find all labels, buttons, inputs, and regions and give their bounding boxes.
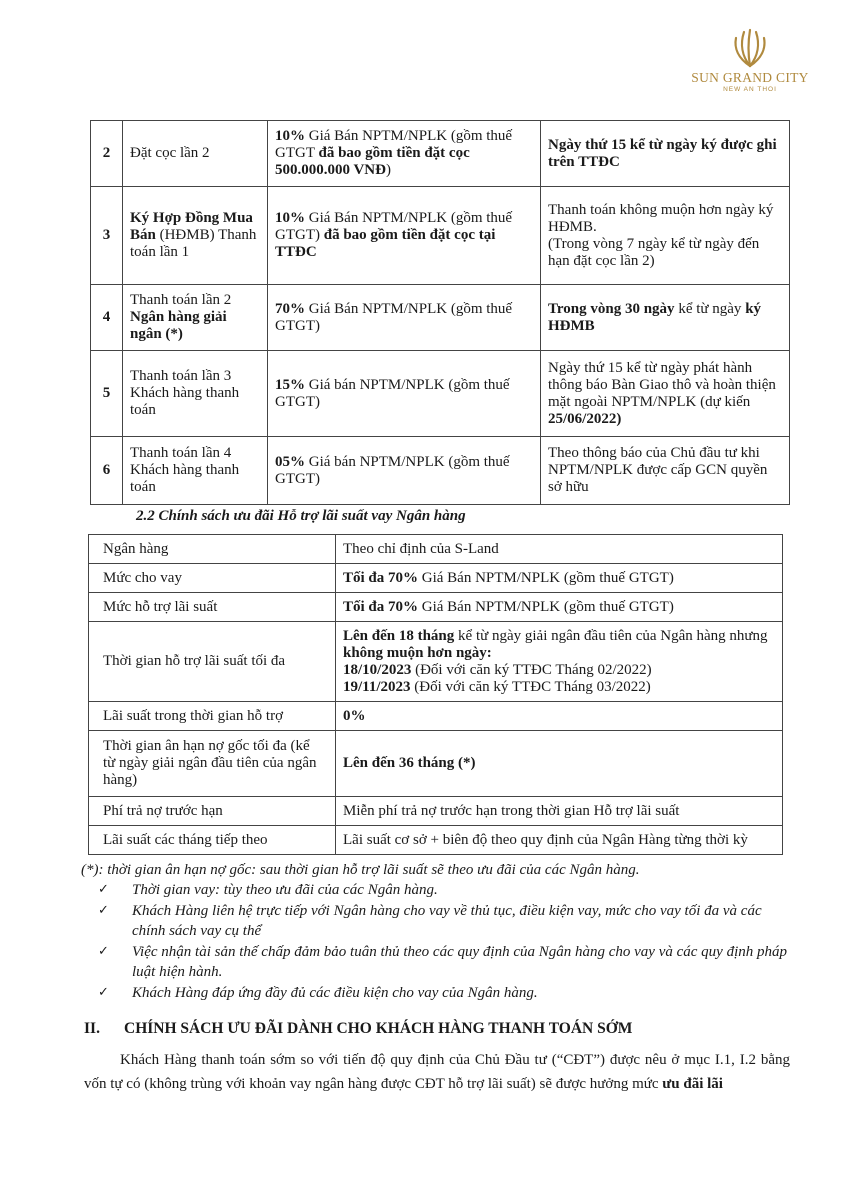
step-cell xyxy=(123,437,268,505)
bold-text: 19/11/2023 xyxy=(343,678,411,695)
text-run: Giá bán NPTM/NPLK (gồm thuế GTGT) xyxy=(275,453,510,487)
bold-text: 10% xyxy=(275,210,305,226)
step-cell xyxy=(123,121,268,187)
payment-schedule-table xyxy=(90,120,790,505)
row-number: 5 xyxy=(91,351,123,437)
text-run: Thanh toán không muộn hơn ngày ký HĐMB. xyxy=(548,201,774,235)
policy-label: Mức hỗ trợ lãi suất xyxy=(89,593,336,622)
table-row xyxy=(89,535,783,564)
text-run: Ngày thứ 15 kể từ ngày phát hành thông báo Bàn Giao thô và hoàn thiện mặt ngoài NPTM/NPLK (dự kiến xyxy=(548,359,776,410)
text-run: Khách Hàng thanh toán sớm so với tiến độ quy định của Chủ Đầu tư (“CĐT”) được nêu ở mục I.1, I.2 bằng vốn tự có (không trùng với khoản vay ngân hàng được CĐT hỗ trợ lãi suất) sẽ được hưởng mức xyxy=(84,1052,790,1092)
table-row xyxy=(89,797,783,826)
section-number: II. xyxy=(84,1020,100,1037)
policy-label: Phí trả nợ trước hạn xyxy=(89,797,336,826)
list-item xyxy=(98,942,798,982)
bold-text: Ngày thứ 15 kể từ ngày ký được ghi trên TTĐC xyxy=(548,136,777,170)
text-run: Giá Bán NPTM/NPLK (gồm thuế GTGT) xyxy=(418,569,674,586)
policy-value xyxy=(336,535,783,564)
section-2-heading xyxy=(84,1020,632,1038)
list-item xyxy=(98,983,798,1003)
table-row xyxy=(91,437,790,505)
bold-text: 0% xyxy=(343,707,366,724)
table-row xyxy=(89,731,783,797)
check-icon: ✓ xyxy=(98,882,109,897)
list-item-text: Khách Hàng liên hệ trực tiếp với Ngân hàng cho vay về thủ tục, điều kiện vay, mức cho vay tối đa và các chính sách vay cụ thể xyxy=(132,903,762,939)
due-date-cell xyxy=(541,351,790,437)
amount-cell xyxy=(268,187,541,285)
text-run: Thanh toán lần 2 xyxy=(130,292,232,308)
bold-text: 18/10/2023 xyxy=(343,661,412,678)
row-number: 6 xyxy=(91,437,123,505)
amount-cell xyxy=(268,437,541,505)
bold-text: ưu đãi lãi xyxy=(662,1076,723,1092)
check-icon: ✓ xyxy=(98,903,109,918)
text-run: Theo thông báo của Chủ đầu tư khi NPTM/NPLK được cấp GCN quyền sở hữu xyxy=(548,445,768,495)
due-date-cell xyxy=(541,285,790,351)
bold-text: 70% xyxy=(275,300,305,317)
text-run: Theo chỉ định của S-Land xyxy=(343,540,499,557)
loan-support-table xyxy=(88,534,783,855)
list-item-text: Khách Hàng đáp ứng đầy đủ các điều kiện cho vay của Ngân hàng. xyxy=(132,985,538,1001)
table-row xyxy=(89,593,783,622)
policy-label: Mức cho vay xyxy=(89,564,336,593)
policy-value xyxy=(336,622,783,702)
policy-label: Thời gian ân hạn nợ gốc tối đa (kể từ ngày giải ngân đầu tiên của ngân hàng) xyxy=(89,731,336,797)
bold-text: đã bao gồm tiền đặt cọc tại TTĐC xyxy=(275,227,496,260)
section-2-2-title: 2.2 Chính sách ưu đãi Hỗ trợ lãi suất vay Ngân hàng xyxy=(136,508,466,524)
policy-value xyxy=(336,593,783,622)
step-cell xyxy=(123,187,268,285)
text-run: kể từ ngày xyxy=(674,300,746,317)
step-cell xyxy=(123,351,268,437)
policy-value xyxy=(336,826,783,855)
policy-label: Ngân hàng xyxy=(89,535,336,564)
bold-text: Ngân hàng giải ngân (*) xyxy=(130,309,227,342)
policy-value xyxy=(336,564,783,593)
row-number: 2 xyxy=(91,121,123,187)
text-run: ) xyxy=(385,162,391,178)
bold-text: 25/06/2022) xyxy=(548,410,622,427)
table-row xyxy=(91,351,790,437)
due-date-cell xyxy=(541,437,790,505)
policy-label: Thời gian hỗ trợ lãi suất tối đa xyxy=(89,622,336,702)
table-row xyxy=(91,121,790,187)
sun-fan-logo-icon xyxy=(728,28,772,68)
bold-text: 05% xyxy=(275,453,305,470)
bold-text: đã bao gồm tiền đặt cọc 500.000.000 VNĐ xyxy=(275,145,470,178)
text-run: (Đối với căn ký TTĐC Tháng 02/2022) xyxy=(411,661,652,678)
brand-name: SUN GRAND CITY xyxy=(691,70,809,85)
text-run: Giá Bán NPTM/NPLK (gồm thuế GTGT xyxy=(275,128,513,161)
amount-cell xyxy=(268,351,541,437)
bold-text: ký HĐMB xyxy=(548,300,762,334)
table-row xyxy=(89,622,783,702)
brand-logo xyxy=(690,28,810,93)
table-row xyxy=(91,187,790,285)
bold-text: 10% xyxy=(275,128,305,144)
bold-text: Lên đến 18 tháng xyxy=(343,627,455,644)
table-row xyxy=(89,826,783,855)
bold-text: Tối đa 70% xyxy=(343,569,419,586)
list-item xyxy=(98,901,798,941)
bold-text: không muộn hơn ngày: xyxy=(343,644,492,661)
list-item-text: Việc nhận tài sản thế chấp đảm bảo tuân thủ theo các quy định của Ngân hàng cho vay và các quy định pháp luật hiện hành. xyxy=(132,944,788,980)
bold-text: Tối đa 70% xyxy=(343,598,419,615)
loan-conditions-list xyxy=(98,880,798,1004)
bold-text: Ký Hợp Đồng Mua Bán xyxy=(130,210,253,243)
list-item-text: Thời gian vay: tùy theo ưu đãi của các Ngân hàng. xyxy=(132,882,438,898)
check-icon: ✓ xyxy=(98,985,109,1000)
text-run: Giá Bán NPTM/NPLK (gồm thuế GTGT) xyxy=(418,598,674,615)
table-row xyxy=(91,285,790,351)
text-run: Miễn phí trả nợ trước hạn trong thời gian Hỗ trợ lãi suất xyxy=(343,802,680,819)
row-number: 4 xyxy=(91,285,123,351)
policy-value xyxy=(336,731,783,797)
check-icon: ✓ xyxy=(98,944,109,959)
text-run: Thanh toán lần 4 Khách hàng thanh toán xyxy=(130,445,240,495)
brand-subtitle: NEW AN THOI xyxy=(723,86,777,93)
text-run: (Đối với căn ký TTĐC Tháng 03/2022) xyxy=(410,678,651,695)
policy-value xyxy=(336,702,783,731)
amount-cell xyxy=(268,285,541,351)
amount-cell xyxy=(268,121,541,187)
text-run: Thanh toán lần 3 Khách hàng thanh toán xyxy=(130,368,240,418)
due-date-cell xyxy=(541,187,790,285)
policy-label: Lãi suất trong thời gian hỗ trợ xyxy=(89,702,336,731)
text-run: (HĐMB) Thanh toán lần 1 xyxy=(130,227,257,260)
step-cell xyxy=(123,285,268,351)
table-row xyxy=(89,564,783,593)
row-number: 3 xyxy=(91,187,123,285)
due-date-cell xyxy=(541,121,790,187)
policy-label: Lãi suất các tháng tiếp theo xyxy=(89,826,336,855)
text-run: Giá Bán NPTM/NPLK (gồm thuế GTGT) xyxy=(275,210,513,243)
policy-value xyxy=(336,797,783,826)
early-payment-paragraph xyxy=(84,1048,790,1096)
section-title: CHÍNH SÁCH ƯU ĐÃI DÀNH CHO KHÁCH HÀNG THANH TOÁN SỚM xyxy=(124,1020,633,1037)
text-run: Đặt cọc lần 2 xyxy=(130,145,210,161)
text-run: kể từ ngày giải ngân đầu tiên của Ngân hàng nhưng xyxy=(454,627,768,644)
bold-text: Trong vòng 30 ngày xyxy=(548,300,675,317)
list-item xyxy=(98,880,798,900)
bold-text: Lên đến 36 tháng (*) xyxy=(343,755,476,771)
footnote: (*): thời gian ân hạn nợ gốc: sau thời gian hỗ trợ lãi suất sẽ theo ưu đãi của các Ngân hàng. xyxy=(81,862,640,878)
text-run: Giá Bán NPTM/NPLK (gồm thuế GTGT) xyxy=(275,300,513,334)
text-run: Giá bán NPTM/NPLK (gồm thuế GTGT) xyxy=(275,376,510,410)
text-run: Lãi suất cơ sở + biên độ theo quy định của Ngân Hàng từng thời kỳ xyxy=(343,831,748,848)
text-run: (Trong vòng 7 ngày kể từ ngày đến hạn đặt cọc lần 2) xyxy=(548,235,760,269)
bold-text: 15% xyxy=(275,376,305,393)
table-row xyxy=(89,702,783,731)
